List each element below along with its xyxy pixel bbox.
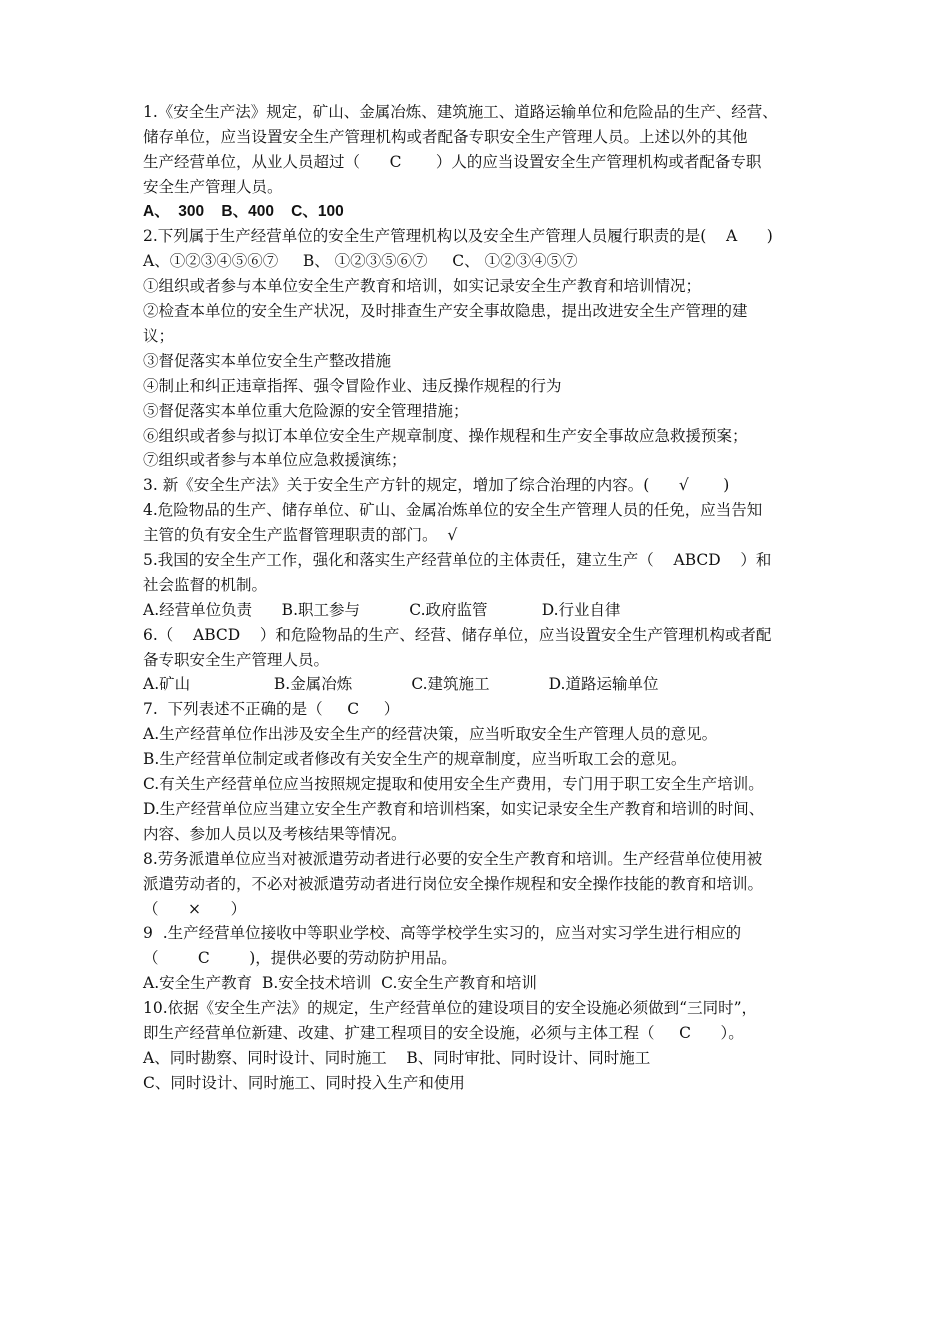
text-line: ⑥组织或者参与拟订本单位安全生产规章制度、操作规程和生产安全事故应急救援预案； bbox=[143, 426, 748, 445]
text-line: 4.危险物品的生产、储存单位、矿山、金属冶炼单位的安全生产管理人员的任免，应当告知 bbox=[143, 501, 763, 520]
text-line: A.经营单位负责 B.职工参与 C.政府监管 D.行业自律 bbox=[143, 600, 621, 619]
text-line: 派遣劳动者的，不必对被派遣劳动者进行岗位安全操作规程和安全操作技能的教育和培训。 bbox=[143, 874, 764, 893]
text-line: 8.劳务派遣单位应当对被派遣劳动者进行必要的安全生产教育和培训。生产经营单位使用被 bbox=[143, 849, 763, 868]
text-line: ⑤督促落实本单位重大危险源的安全管理措施； bbox=[143, 401, 469, 420]
text-line: 即生产经营单位新建、改建、扩建工程项目的安全设施，必须与主体工程（ C ）。 bbox=[143, 1023, 744, 1042]
text-line: （ × ） bbox=[143, 899, 247, 918]
text-line: 主管的负有安全生产监督管理职责的部门。 √ bbox=[143, 526, 458, 545]
text-line: A、同时勘察、同时设计、同时施工 B、同时审批、同时设计、同时施工 bbox=[143, 1048, 651, 1067]
text-line: （ C )，提供必要的劳动防护用品。 bbox=[143, 949, 457, 968]
text-line: 1.《安全生产法》规定，矿山、金属冶炼、建筑施工、道路运输单位和危险品的生产、经营、 bbox=[143, 103, 778, 121]
text-line: A、①②③④⑤⑥⑦ B、 ①②③⑤⑥⑦ C、 ①②③④⑤⑦ bbox=[143, 252, 578, 271]
text-line: A.安全生产教育 B.安全技术培训 C.安全生产教育和培训 bbox=[143, 974, 537, 993]
text-line: A.矿山 B.金属冶炼 C.建筑施工 D.道路运输单位 bbox=[143, 675, 659, 694]
text-line: 安全生产管理人员。 bbox=[143, 177, 283, 196]
text-line: 3. 新《安全生产法》关于安全生产方针的规定，增加了综合治理的内容。( √ ) bbox=[143, 476, 730, 495]
text-line: 6.（ ABCD ）和危险物品的生产、经营、储存单位，应当设置安全生产管理机构或者配 bbox=[143, 625, 772, 644]
text-line: 内容、参加人员以及考核结果等情况。 bbox=[143, 824, 407, 843]
text-line: 2.下列属于生产经营单位的安全生产管理机构以及安全生产管理人员履行职责的是( A ) bbox=[143, 227, 773, 246]
text-line: 生产经营单位，从业人员超过（ C ）人的应当设置安全生产管理机构或者配备专职 bbox=[143, 152, 762, 171]
text-line: 议； bbox=[143, 327, 175, 346]
text-line: C.有关生产经营单位应当按照规定提取和使用安全生产费用，专门用于职工安全生产培训。 bbox=[143, 775, 764, 794]
text-line: ②检查本单位的安全生产状况，及时排查生产安全事故隐患，提出改进安全生产管理的建 bbox=[143, 302, 748, 321]
text-line: ④制止和纠正违章指挥、强令冒险作业、违反操作规程的行为 bbox=[143, 376, 562, 395]
text-line: A、 300 B、400 C、100 bbox=[143, 202, 344, 220]
text-line: 9 .生产经营单位接收中等职业学校、高等学校学生实习的，应当对实习学生进行相应的 bbox=[143, 924, 742, 943]
text-line: A.生产经营单位作出涉及安全生产的经营决策，应当听取安全生产管理人员的意见。 bbox=[143, 725, 718, 744]
text-line: 5.我国的安全生产工作，强化和落实生产经营单位的主体责任，建立生产（ ABCD ）和 bbox=[143, 551, 772, 570]
text-line: 7. 下列表述不正确的是（ C ） bbox=[143, 700, 400, 719]
text-line: ①组织或者参与本单位安全生产教育和培训，如实记录安全生产教育和培训情况； bbox=[143, 277, 702, 296]
text-line: B.生产经营单位制定或者修改有关安全生产的规章制度，应当听取工会的意见。 bbox=[143, 750, 687, 769]
text-line: 备专职安全生产管理人员。 bbox=[143, 650, 330, 669]
text-line: D.生产经营单位应当建立安全生产教育和培训档案，如实记录安全生产教育和培训的时间、 bbox=[143, 799, 765, 818]
text-line: 储存单位，应当设置安全生产管理机构或者配备专职安全生产管理人员。上述以外的其他 bbox=[143, 127, 748, 146]
text-line: C、同时设计、同时施工、同时投入生产和使用 bbox=[143, 1073, 465, 1092]
text-line: 10.依据《安全生产法》的规定，生产经营单位的建设项目的安全设施必须做到“三同时”， bbox=[143, 999, 758, 1018]
text-line: ⑦组织或者参与本单位应急救援演练； bbox=[143, 451, 407, 470]
text-line: ③督促落实本单位安全生产整改措施 bbox=[143, 351, 392, 370]
document-page bbox=[143, 100, 823, 1096]
text-line: 社会监督的机制。 bbox=[143, 575, 268, 594]
